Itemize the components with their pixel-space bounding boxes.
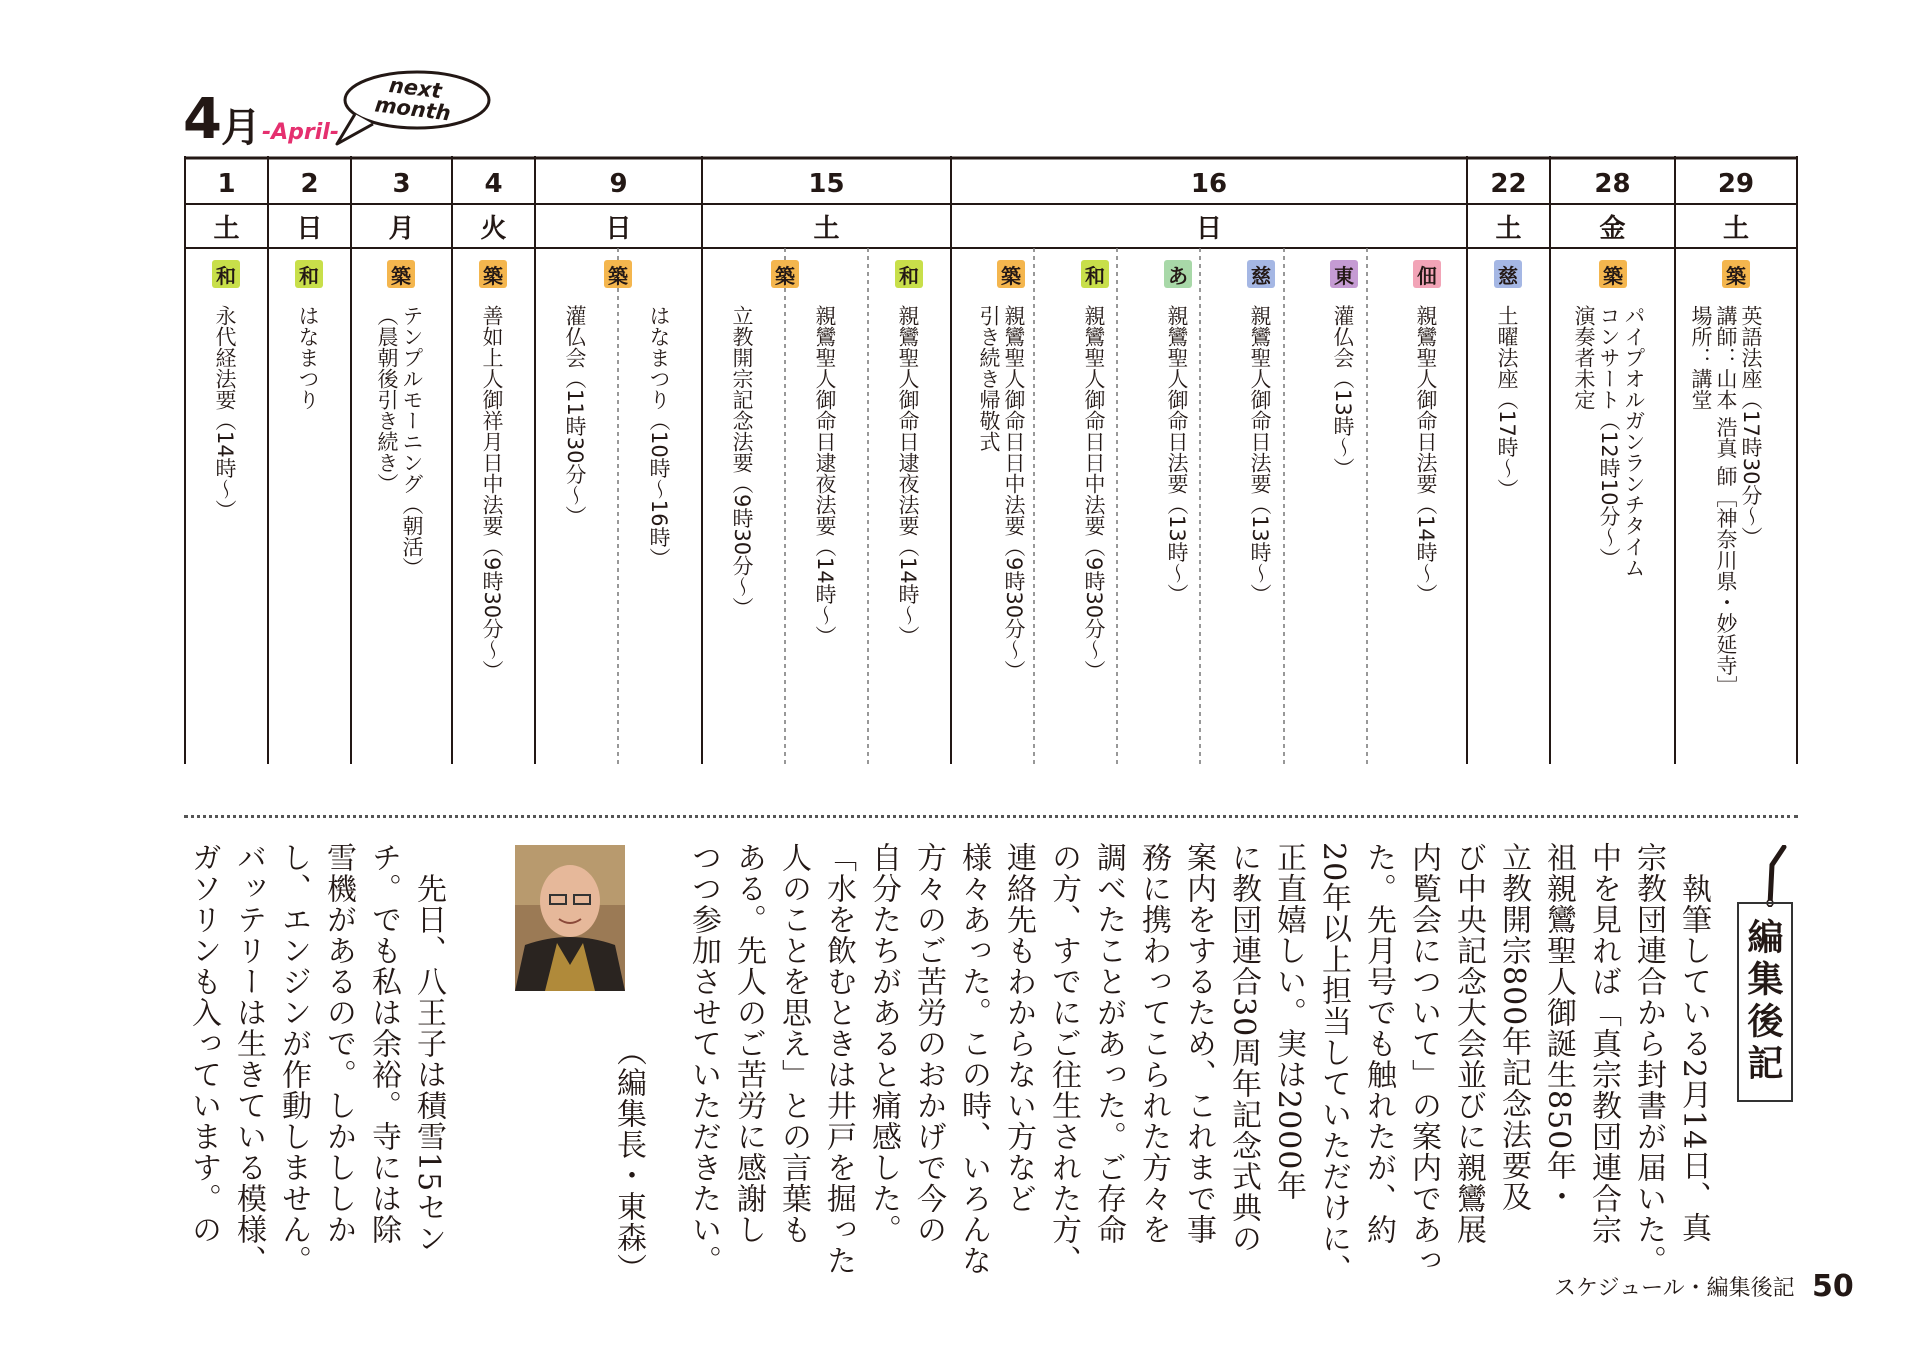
month-kanji: 月 bbox=[221, 105, 261, 151]
afterword-column: ガソリンも入っています。の bbox=[186, 842, 221, 1245]
weekday-cell: 日 bbox=[296, 213, 323, 244]
section-divider bbox=[184, 815, 1798, 818]
afterword-column: 宗教団連合から封書が届いた。 bbox=[1631, 842, 1666, 1276]
date-cell: 2 bbox=[300, 169, 319, 199]
event-text: 親鸞聖人御命日法要（13時〜） bbox=[1165, 305, 1189, 605]
temple-badge: 築 bbox=[479, 260, 507, 288]
afterword-column: 連絡先もわからない方など bbox=[1001, 842, 1036, 1214]
afterword-column: 正直嬉しい。実は2000年 bbox=[1271, 842, 1306, 1202]
event-text: はなまつり（10時〜16時） bbox=[647, 305, 671, 569]
afterword-column: 執筆している2月14日、真 bbox=[1676, 842, 1711, 1244]
date-cell: 16 bbox=[1190, 169, 1228, 199]
afterword-column: チ。でも私は余裕。寺には除 bbox=[366, 842, 401, 1245]
temple-badge: 築 bbox=[1599, 260, 1627, 288]
editor-photo bbox=[515, 845, 625, 991]
afterword-title: 編集後記 bbox=[1742, 918, 1784, 1086]
temple-badge: 築 bbox=[604, 260, 632, 288]
bookmark-string-icon bbox=[1750, 845, 1790, 907]
page-number: 50 bbox=[1812, 1269, 1854, 1304]
afterword-column: 内覧会について」の案内であっ bbox=[1406, 842, 1441, 1276]
event-text: 立教開宗記念法要（9時30分〜） bbox=[730, 305, 754, 619]
afterword-column: 雪機があるので。しかししか bbox=[321, 842, 356, 1245]
afterword-column: 様々あった。この時、いろんな bbox=[956, 842, 991, 1276]
weekday-cell: 火 bbox=[480, 213, 507, 244]
weekday-cell: 月 bbox=[388, 213, 415, 244]
afterword-column: 務に携わってこられた方々を bbox=[1136, 842, 1171, 1245]
weekday-cell: 金 bbox=[1599, 213, 1626, 244]
temple-badge: 和 bbox=[295, 260, 323, 288]
weekday-cell: 日 bbox=[1195, 213, 1222, 244]
temple-badge: 築 bbox=[387, 260, 415, 288]
event-text: 灌仏会（11時30分〜） bbox=[563, 305, 587, 527]
afterword-column: 方々のご苦労のおかげで今の bbox=[911, 842, 946, 1245]
month-number: 4 bbox=[183, 87, 220, 152]
event-text: 親鸞聖人御命日法要（13時〜） bbox=[1248, 305, 1272, 605]
temple-badge: 佃 bbox=[1413, 260, 1441, 288]
date-cell: 28 bbox=[1594, 169, 1631, 199]
afterword-column: バッテリーは生きている模様、 bbox=[231, 842, 266, 1276]
afterword-column: 祖親鸞聖人御誕生850年・ bbox=[1541, 842, 1576, 1213]
temple-badge: 和 bbox=[1081, 260, 1109, 288]
temple-badge: 築 bbox=[771, 260, 799, 288]
temple-badge: 慈 bbox=[1494, 260, 1522, 288]
weekday-cell: 土 bbox=[1722, 213, 1749, 244]
event-text: 親鸞聖人御命日日中法要（9時30分〜） bbox=[1082, 305, 1106, 682]
afterword-column: 中を見れば「真宗教団連合宗 bbox=[1586, 842, 1621, 1245]
date-cell: 3 bbox=[392, 169, 411, 199]
date-cell: 9 bbox=[609, 169, 628, 199]
date-cell: 4 bbox=[484, 169, 503, 199]
weekday-cell: 土 bbox=[213, 213, 240, 244]
event-text: 親鸞聖人御命日逮夜法要（14時〜） bbox=[813, 305, 837, 647]
event-text: テンプルモーニング（朝活） （晨朝後引き続き） bbox=[375, 305, 424, 578]
temple-badge: 築 bbox=[1722, 260, 1750, 288]
afterword-column: 案内をするため、これまで事 bbox=[1181, 842, 1216, 1245]
event-text: 灌仏会（13時〜） bbox=[1331, 305, 1355, 479]
footer-section-label: スケジュール・編集後記 bbox=[1554, 1276, 1795, 1301]
event-text: パイプオルガンランチタイム コンサート（12時10分〜） 演奏者未定 bbox=[1572, 305, 1646, 578]
afterword-column: の方、すでにご往生された方、 bbox=[1046, 842, 1081, 1276]
event-text: 親鸞聖人御命日逮夜法要（14時〜） bbox=[896, 305, 920, 647]
date-cell: 15 bbox=[808, 169, 845, 199]
afterword-column: ある。先人のご苦労に感謝し bbox=[731, 842, 766, 1245]
event-text: 英語法座（17時30分〜） 講師：山本 浩真 師［神奈川県・妙延寺］ 場所：講堂 bbox=[1689, 305, 1763, 697]
temple-badge: 東 bbox=[1330, 260, 1358, 288]
temple-badge: 和 bbox=[895, 260, 923, 288]
event-text: 土曜法座（17時〜） bbox=[1495, 305, 1519, 500]
afterword-column: 人のことを思え」との言葉も bbox=[776, 842, 811, 1245]
afterword-column: 自分たちがあると痛感した。 bbox=[866, 842, 901, 1245]
temple-badge: 慈 bbox=[1247, 260, 1275, 288]
weekday-cell: 土 bbox=[813, 213, 840, 244]
event-text: 善如上人御祥月日中法要（9時30分〜） bbox=[480, 305, 504, 682]
weekday-cell: 日 bbox=[605, 213, 632, 244]
date-cell: 22 bbox=[1490, 169, 1527, 199]
afterword-column: び中央記念大会並びに親鸞展 bbox=[1451, 842, 1486, 1245]
next-month-label: next month bbox=[373, 72, 453, 126]
afterword-column: 先日、八王子は積雪15セン bbox=[411, 842, 446, 1255]
afterword-column: 調べたことがあった。ご存命 bbox=[1091, 842, 1126, 1245]
event-text: はなまつり bbox=[296, 305, 320, 410]
afterword-column: た。先月号でも触れたが、約 bbox=[1361, 842, 1396, 1245]
afterword-column: 「水を飲むときは井戸を掘った bbox=[821, 842, 856, 1276]
month-english-label: -April- bbox=[262, 120, 339, 145]
event-text: 親鸞聖人御命日法要（14時〜） bbox=[1414, 305, 1438, 605]
date-cell: 1 bbox=[217, 169, 236, 199]
date-cell: 29 bbox=[1717, 169, 1755, 199]
afterword-column: つつ参加させていただきたい。 bbox=[686, 842, 721, 1276]
temple-badge: あ bbox=[1164, 260, 1192, 288]
temple-badge: 築 bbox=[997, 260, 1025, 288]
afterword-column: 20年以上担当していただけに、 bbox=[1316, 842, 1351, 1286]
event-text: 永代経法要（14時〜） bbox=[213, 305, 237, 521]
afterword-column: 立教開宗800年記念法要及 bbox=[1496, 842, 1531, 1213]
event-text: 親鸞聖人御命日日中法要（9時30分〜） 引き続き帰敬式 bbox=[977, 305, 1026, 682]
afterword-column: に教団連合30周年記念式典の bbox=[1226, 842, 1261, 1255]
afterword-column: し、エンジンが作動しません。 bbox=[276, 842, 311, 1276]
weekday-cell: 土 bbox=[1495, 213, 1522, 244]
editor-signature: （編集長・東森） bbox=[611, 1036, 646, 1284]
temple-badge: 和 bbox=[212, 260, 240, 288]
